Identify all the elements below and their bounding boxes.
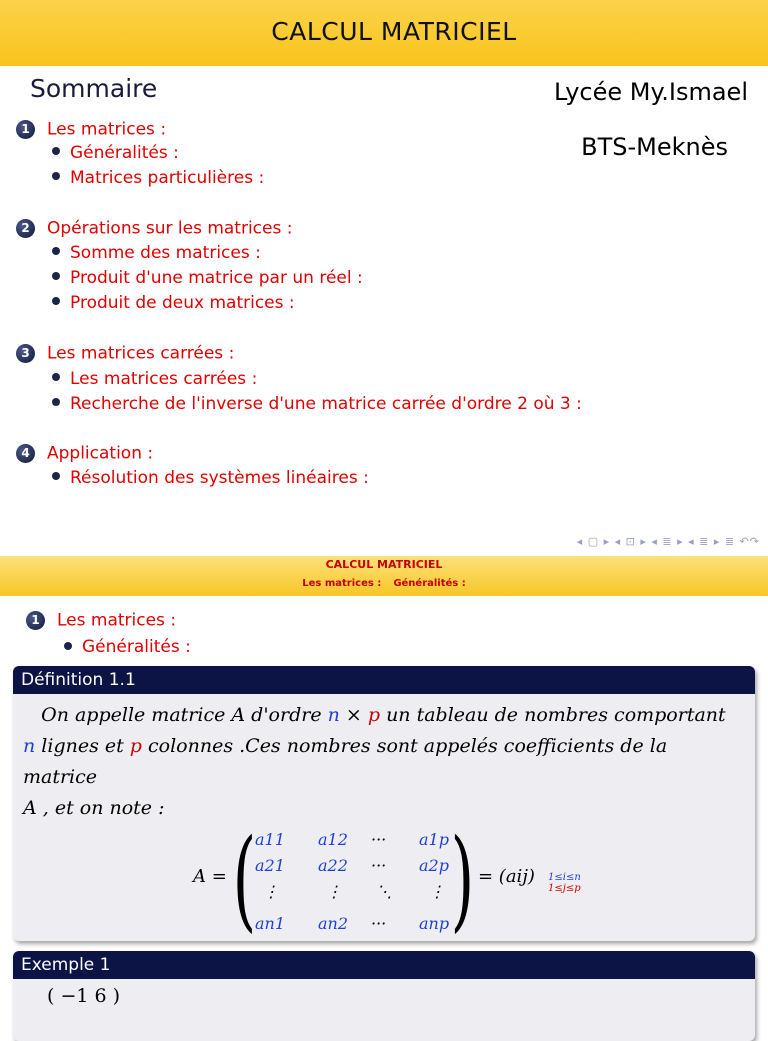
bullet-icon: [52, 472, 60, 480]
slide-title: CALCUL MATRICIEL: [271, 17, 517, 46]
school-name: Lycée My.Ismael: [554, 78, 748, 106]
section-label: Opérations sur les matrices :: [47, 218, 293, 239]
program-name: BTS-Meknès: [581, 133, 728, 161]
toc-subsection[interactable]: Matrices particulières :: [52, 168, 264, 188]
section-label: Les matrices :: [47, 119, 167, 140]
example-title: Exemple 1: [13, 951, 755, 979]
matrix-cell: ⋮: [326, 882, 342, 901]
definition-text: On appelle matrice A d'ordre n × p un tableau de nombres comportant n lignes et p colonnes .Ces nombres sont appelés coefficients de la matrice A , et on note :: [23, 704, 726, 819]
bullet-icon: [52, 373, 60, 381]
matrix-cell: ⋱: [376, 882, 392, 901]
formula-rhs: = (aij): [478, 866, 535, 887]
section-number-badge: 3: [16, 344, 35, 363]
matrix-cell: anp: [419, 914, 450, 933]
header-title: CALCUL MATRICIEL: [325, 558, 443, 571]
toc-section-4[interactable]: [16, 443, 153, 464]
title-bar: [0, 0, 768, 66]
section-label: Les matrices :: [57, 610, 177, 631]
definition-title: Définition 1.1: [13, 666, 755, 694]
bullet-icon: [64, 642, 72, 650]
right-paren: ): [450, 815, 475, 941]
current-section: [26, 610, 176, 631]
breadcrumb-subsection[interactable]: Généralités :: [393, 578, 466, 589]
matrix-cell: a22: [318, 856, 348, 875]
section-number-badge: 2: [16, 219, 35, 238]
bullet-icon: [52, 398, 60, 406]
matrix-cell: a1p: [419, 830, 449, 849]
matrix-cell: an2: [318, 914, 349, 933]
section-number-badge: 1: [16, 120, 35, 139]
slide-generalites: [0, 556, 768, 1024]
toc-subsection[interactable]: Généralités :: [52, 143, 179, 163]
matrix-cell: a2p: [419, 856, 449, 875]
example-block: [13, 951, 755, 1041]
current-subsection: Généralités :: [64, 637, 191, 657]
toc-subsection[interactable]: Recherche de l'inverse d'une matrice carrée d'ordre 2 où 3 :: [52, 394, 582, 414]
section-number-badge: 4: [16, 444, 35, 463]
matrix-cell: a11: [255, 830, 285, 849]
matrix-cell: ⋮: [263, 882, 279, 901]
definition-block: [13, 666, 755, 941]
matrix-cell: a21: [255, 856, 285, 875]
toc-subsection[interactable]: Somme des matrices :: [52, 243, 261, 263]
toc-section-3[interactable]: [16, 343, 234, 364]
matrix-cell: a12: [318, 830, 348, 849]
sommaire-heading: Sommaire: [30, 74, 158, 103]
section-label: Les matrices carrées :: [47, 343, 235, 364]
toc-subsection[interactable]: Les matrices carrées :: [52, 369, 257, 389]
matrix-cell: ···: [371, 856, 387, 875]
toc-subsection[interactable]: Produit de deux matrices :: [52, 293, 295, 313]
formula-lhs: A =: [193, 866, 227, 887]
bullet-icon: [52, 147, 60, 155]
toc-section-2[interactable]: [16, 218, 292, 239]
beamer-navigation-icons[interactable]: ◂ ▢ ▸ ◂ ⊡ ▸ ◂ ≣ ▸ ◂ ≣ ▸ ≣ ↶↷: [576, 535, 760, 548]
left-paren: (: [232, 815, 257, 941]
matrix-cell: ···: [371, 830, 387, 849]
example-matrix-partial: ( −1 6 ): [47, 985, 121, 1007]
header-bar: [0, 556, 768, 596]
toc-subsection[interactable]: Résolution des systèmes linéaires :: [52, 468, 369, 488]
bullet-icon: [52, 297, 60, 305]
index-limits: 1≤i≤n 1≤j≤p: [548, 872, 581, 894]
matrix-cell: an1: [255, 914, 286, 933]
header-breadcrumb: [258, 578, 510, 589]
toc-subsection[interactable]: Produit d'une matrice par un réel :: [52, 268, 363, 288]
bullet-icon: [52, 172, 60, 180]
bullet-icon: [52, 247, 60, 255]
section-label: Application :: [47, 443, 154, 464]
matrix-formula: [183, 814, 603, 941]
matrix-cell: ···: [371, 914, 387, 933]
bullet-icon: [52, 272, 60, 280]
breadcrumb-section[interactable]: Les matrices :: [302, 578, 382, 589]
section-number-badge: 1: [26, 611, 45, 630]
matrix-cell: ⋮: [429, 882, 445, 901]
toc-section-1[interactable]: [16, 119, 166, 140]
